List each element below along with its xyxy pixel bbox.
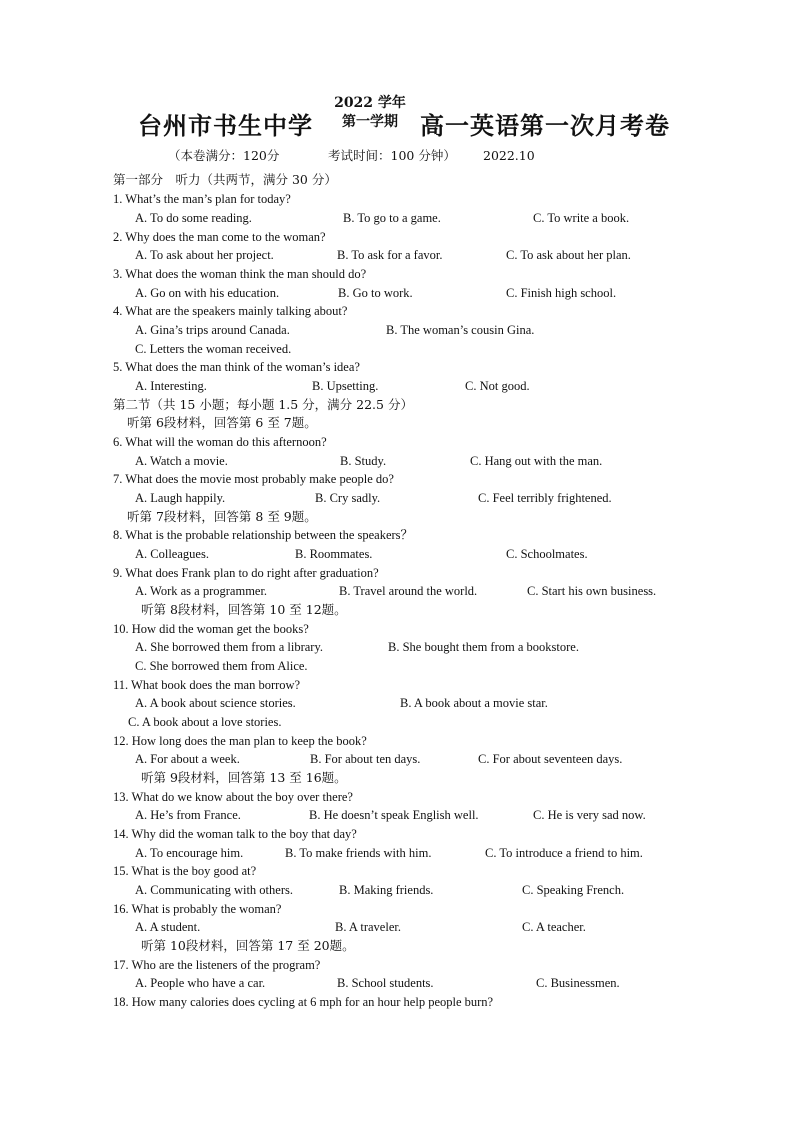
option-c: C. A teacher. [522,920,586,934]
option-a: A. For about a week. [135,752,240,766]
title-row [0,92,794,138]
option-b: B. For about ten days. [310,752,421,766]
question-stem: 17. Who are the listeners of the program? [113,958,321,972]
option-c: C. He is very sad now. [533,808,646,822]
option-a: A. She borrowed them from a library. [135,640,324,654]
question-stem: 15. What is the boy good at? [113,864,257,878]
section-heading: 第一部分 听力（共两节，满分 30 分） [113,172,337,187]
option-c: C. To introduce a friend to him. [485,846,643,860]
option-b: B. Travel around the world. [339,584,478,598]
option-b: B. A traveler. [335,920,401,934]
term-year: 2022 学年 [334,95,406,111]
option-b: B. She bought them from a bookstore. [388,640,579,654]
option-b: B. Study. [340,454,387,468]
option-a: A. To ask about her project. [135,248,274,262]
option-c: C. For about seventeen days. [478,752,623,766]
option-a: A. Interesting. [135,379,207,393]
option-b: B. Roommates. [295,547,373,561]
question-stem: 14. Why did the woman talk to the boy that day? [113,827,357,841]
option-c: C. Schoolmates. [506,547,588,561]
option-a: A. People who have a car. [135,976,266,990]
option-b: B. The woman’s cousin Gina. [386,323,535,337]
option-b: B. School students. [337,976,434,990]
question-stem: 18. How many calories does cycling at 6 mph for an hour help people burn? [113,995,494,1009]
question-stem: 8. What is the probable relationship between the speakers？ [113,528,414,542]
option-c: C. Feel terribly frightened. [478,491,612,505]
question-stem: 6. What will the woman do this afternoon? [113,435,327,449]
option-c: C. She borrowed them from Alice. [135,659,308,673]
option-a: A. Work as a programmer. [135,584,268,598]
exam-date: 2022.10 [483,148,535,163]
option-b: B. A book about a movie star. [400,696,548,710]
section-heading: 听第 8段材料，回答第 10 至 12题。 [141,602,347,617]
school-name: 台州市书生中学 [138,111,313,140]
duration: 考试时间：100 分钟） [328,148,456,163]
option-a: A. To do some reading. [135,211,252,225]
option-a: A. Communicating with others. [135,883,293,897]
question-stem: 11. What book does the man borrow? [113,678,301,692]
section-heading: 听第 10段材料，回答第 17 至 20题。 [141,938,355,953]
full-score: （本卷满分：120分 [168,148,280,163]
question-stem: 7. What does the movie most probably make people do? [113,472,394,486]
option-a: A. A student. [135,920,201,934]
option-a: A. Colleagues. [135,547,209,561]
exam-title: 高一英语第一次月考卷 [420,111,670,140]
option-c: C. Letters the woman received. [135,342,292,356]
question-stem: 13. What do we know about the boy over there? [113,790,353,804]
option-c: C. Businessmen. [536,976,620,990]
option-b: B. Making friends. [339,883,434,897]
question-stem: 2. Why does the man come to the woman? [113,230,326,244]
option-b: B. Go to work. [338,286,413,300]
option-b: B. Upsetting. [312,379,379,393]
question-stem: 1. What’s the man’s plan for today? [113,192,291,206]
exam-info [168,146,535,164]
option-a: A. Watch a movie. [135,454,228,468]
option-c: C. Hang out with the man. [470,454,603,468]
option-c: C. Speaking French. [522,883,625,897]
question-stem: 4. What are the speakers mainly talking about? [113,304,348,318]
option-a: A. Laugh happily. [135,491,226,505]
option-c: C. To ask about her plan. [506,248,631,262]
option-a: A. He’s from France. [135,808,241,822]
option-b: B. Cry sadly. [315,491,381,505]
option-c: C. Start his own business. [527,584,657,598]
question-stem: 12. How long does the man plan to keep the book? [113,734,367,748]
term-label [330,94,410,132]
question-stem: 10. How did the woman get the books? [113,622,309,636]
section-heading: 第二节（共 15 小题；每小题 1.5 分，满分 22.5 分） [113,397,413,412]
option-b: B. He doesn’t speak English well. [309,808,479,822]
section-heading: 听第 6段材料，回答第 6 至 7题。 [127,415,317,430]
option-c: C. A book about a love stories. [128,715,282,729]
option-a: A. To encourage him. [135,846,244,860]
option-c: C. To write a book. [533,211,630,225]
question-stem: 5. What does the man think of the woman’s idea? [113,360,360,374]
option-b: B. To make friends with him. [285,846,432,860]
option-a: A. Go on with his education. [135,286,280,300]
question-stem: 16. What is probably the woman? [113,902,282,916]
question-stem: 9. What does Frank plan to do right after graduation? [113,566,379,580]
option-a: A. A book about science stories. [135,696,296,710]
term-semester: 第一学期 [342,114,398,130]
question-stem: 3. What does the woman think the man should do? [113,267,367,281]
option-b: B. To go to a game. [343,211,441,225]
section-heading: 听第 7段材料，回答第 8 至 9题。 [127,509,317,524]
section-heading: 听第 9段材料，回答第 13 至 16题。 [141,770,347,785]
option-c: C. Not good. [465,379,530,393]
option-c: C. Finish high school. [506,286,617,300]
option-a: A. Gina’s trips around Canada. [135,323,290,337]
option-b: B. To ask for a favor. [337,248,443,262]
